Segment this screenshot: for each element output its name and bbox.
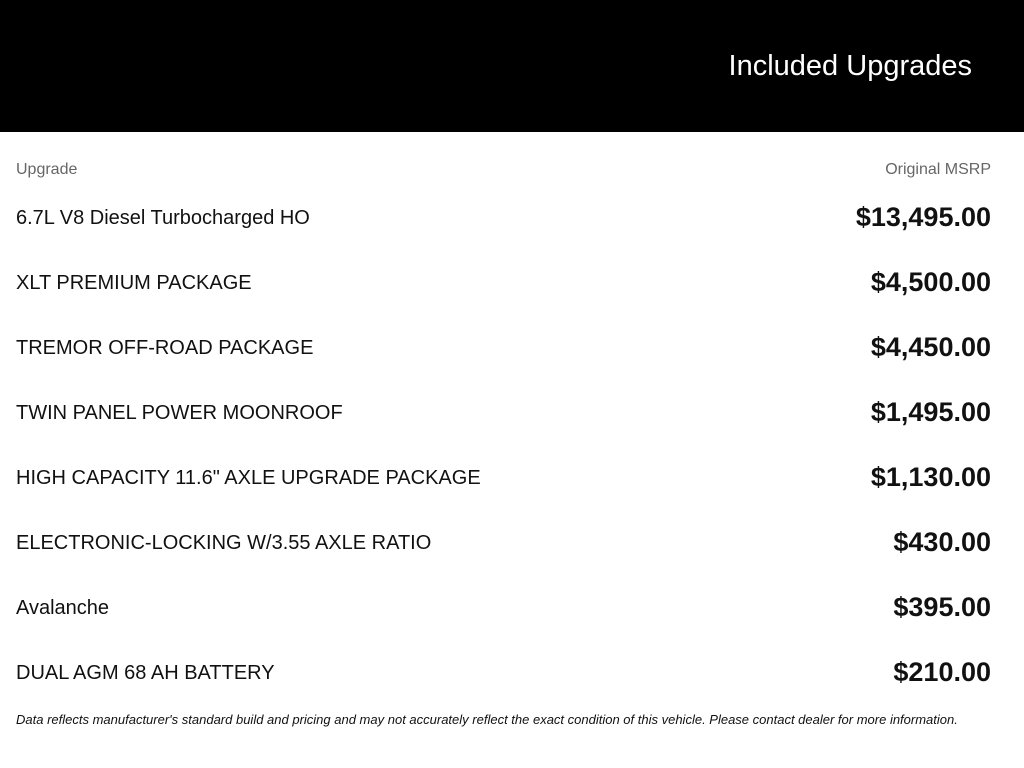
disclaimer-text: Data reflects manufacturer's standard build and pricing and may not accurately reflect the exact condition of this vehicle. Please contact dealer for more information.	[16, 712, 958, 727]
upgrade-price: $1,130.00	[870, 462, 991, 492]
upgrade-row	[16, 388, 991, 453]
upgrade-row	[16, 258, 991, 323]
upgrade-row	[16, 193, 991, 258]
upgrade-price: $395.00	[893, 592, 991, 622]
upgrade-price: $13,495.00	[855, 202, 991, 232]
upgrade-price: $4,500.00	[870, 267, 991, 297]
msrp-column-header: Original MSRP	[885, 161, 991, 178]
page-title: Included Upgrades	[728, 50, 972, 82]
upgrade-name: TREMOR OFF-ROAD PACKAGE	[16, 337, 314, 359]
upgrade-row	[16, 583, 991, 648]
upgrade-price: $210.00	[893, 657, 991, 687]
upgrade-name: DUAL AGM 68 AH BATTERY	[16, 662, 275, 684]
upgrade-row	[16, 453, 991, 518]
upgrade-price: $4,450.00	[870, 332, 991, 362]
upgrade-name: Avalanche	[16, 597, 110, 619]
upgrade-price: $430.00	[893, 527, 991, 557]
upgrade-row	[16, 323, 991, 388]
upgrade-name: HIGH CAPACITY 11.6" AXLE UPGRADE PACKAGE	[16, 467, 481, 489]
upgrade-price: $1,495.00	[870, 397, 991, 427]
header-bar	[0, 0, 1024, 132]
upgrade-name: 6.7L V8 Diesel Turbocharged HO	[16, 207, 310, 229]
upgrades-list	[16, 193, 991, 713]
upgrade-name: XLT PREMIUM PACKAGE	[16, 272, 252, 294]
upgrade-row	[16, 648, 991, 713]
upgrade-column-header: Upgrade	[16, 161, 78, 178]
upgrade-name: ELECTRONIC-LOCKING W/3.55 AXLE RATIO	[16, 532, 432, 554]
upgrade-row	[16, 518, 991, 583]
upgrade-name: TWIN PANEL POWER MOONROOF	[16, 402, 343, 424]
